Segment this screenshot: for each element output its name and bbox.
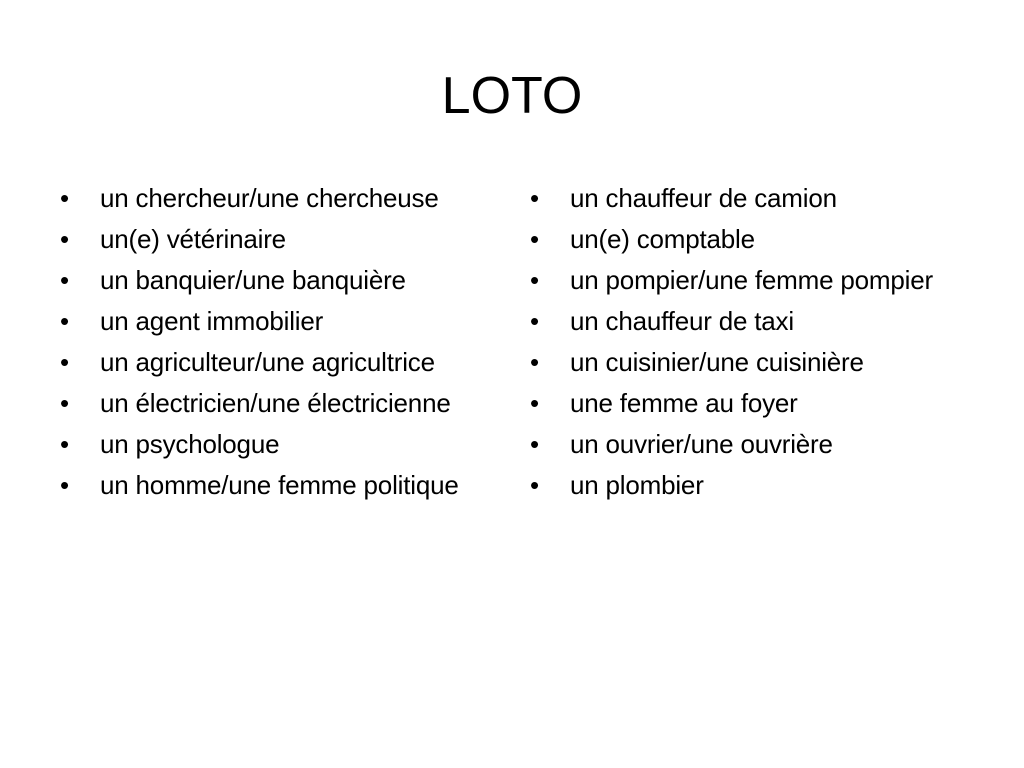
- list-item: [530, 182, 970, 214]
- list-item-text: un pompier/une femme pompier: [570, 265, 933, 295]
- list-item: [60, 182, 500, 214]
- slide-title: LOTO: [441, 67, 583, 125]
- bullet-icon: •: [60, 183, 69, 213]
- list-item: [60, 305, 500, 337]
- list-item: [60, 469, 500, 501]
- list-item: [530, 387, 970, 419]
- list-item-text: un cuisinier/une cuisinière: [570, 347, 864, 377]
- list-item: [530, 428, 970, 460]
- bullet-icon: •: [530, 265, 539, 295]
- bullet-icon: •: [530, 347, 539, 377]
- bullet-icon: •: [530, 306, 539, 336]
- bullet-icon: •: [60, 388, 69, 418]
- list-item-text: un homme/une femme politique: [100, 470, 459, 500]
- bullet-icon: •: [530, 388, 539, 418]
- list-item: [60, 223, 500, 255]
- bullet-icon: •: [60, 306, 69, 336]
- list-item-text: un banquier/une banquière: [100, 265, 406, 295]
- list-item-text: un agriculteur/une agricultrice: [100, 347, 435, 377]
- bullet-icon: •: [60, 347, 69, 377]
- bullet-icon: •: [60, 224, 69, 254]
- bullet-icon: •: [530, 183, 539, 213]
- list-item: [530, 469, 970, 501]
- bullet-icon: •: [60, 265, 69, 295]
- bullet-icon: •: [60, 429, 69, 459]
- list-item-text: un ouvrier/une ouvrière: [570, 429, 833, 459]
- list-item-text: un agent immobilier: [100, 306, 324, 336]
- list-item: [530, 264, 970, 296]
- list-item: [530, 305, 970, 337]
- list-item-text: un psychologue: [100, 429, 280, 459]
- bullet-icon: •: [530, 470, 539, 500]
- list-item-text: une femme au foyer: [570, 388, 798, 418]
- list-item: [60, 387, 500, 419]
- list-item: [60, 346, 500, 378]
- list-item: [530, 223, 970, 255]
- left-bullet-list: [60, 182, 500, 510]
- list-item-text: un électricien/une électricienne: [100, 388, 451, 418]
- list-item-text: un(e) vétérinaire: [100, 224, 286, 254]
- bullet-icon: •: [530, 224, 539, 254]
- right-bullet-list: [530, 182, 970, 510]
- list-item-text: un chauffeur de camion: [570, 183, 837, 213]
- list-item-text: un chercheur/une chercheuse: [100, 183, 439, 213]
- bullet-icon: •: [530, 429, 539, 459]
- list-item-text: un plombier: [570, 470, 704, 500]
- list-item: [60, 428, 500, 460]
- list-item-text: un(e) comptable: [570, 224, 755, 254]
- list-item-text: un chauffeur de taxi: [570, 306, 794, 336]
- bullet-icon: •: [60, 470, 69, 500]
- list-item: [530, 346, 970, 378]
- list-item: [60, 264, 500, 296]
